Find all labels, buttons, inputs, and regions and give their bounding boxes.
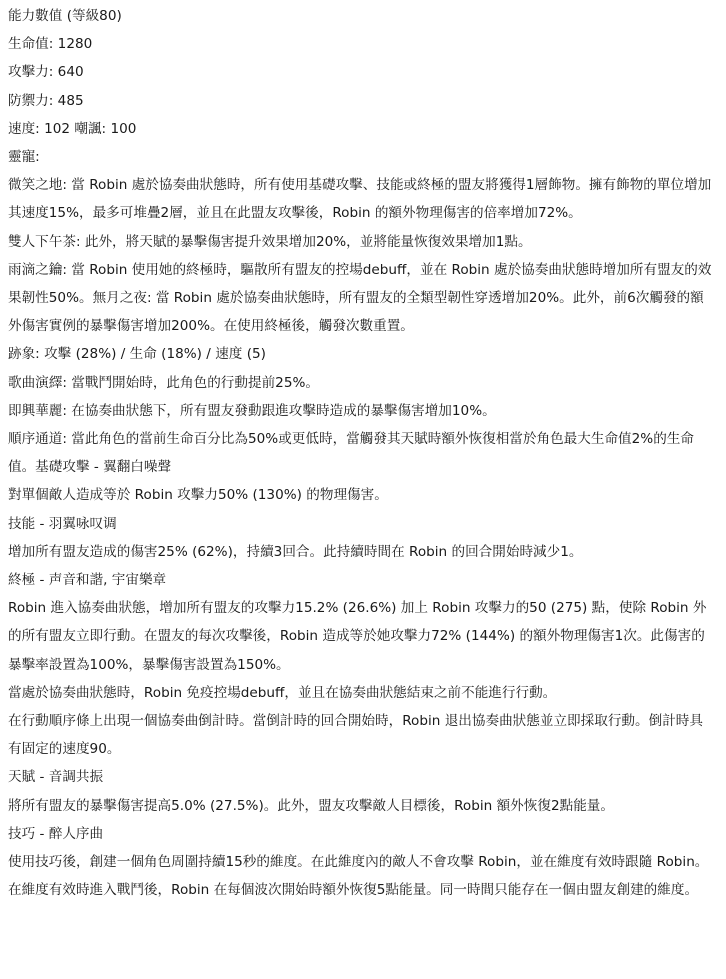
stat-attack: 攻擊力: 640 [8,64,84,81]
technique-desc: 使用技巧後，創建一個角色周圍持續15秒的維度。在此維度內的敵人不會攻擊 Robin，並在維度有效時跟隨 Robin。在維度有效時進入戰鬥後，Robin 在每個波次開始時額外恢復5點能量。同一時間只能存在一個由盟友創建的維度。 [8,854,709,899]
trace-1: 歌曲演繹: 當戰鬥開始時，此角色的行動提前25%。 [8,374,319,391]
basic-attack-desc: 對單個敵人造成等於 Robin 攻擊力50% (130%) 的物理傷害。 [8,487,388,504]
eidolon-1: 微笑之地: 當 Robin 處於協奏曲狀態時，所有使用基礎攻擊、技能或終極的盟友將獲得1層飾物。擁有飾物的單位增加其速度15%，最多可堆疊2層，並且在此盟友攻擊後，Robin 的額外物理傷害的倍率增加72%。 [8,177,712,222]
eidolon-2: 雙人下午茶: 此外，將天賦的暴擊傷害提升效果增加20%，並將能量恢復效果增加1點。 [8,233,532,250]
ultimate-desc-3: 在行動順序條上出現一個協奏曲倒計時。當倒計時的回合開始時，Robin 退出協奏曲狀態並立即採取行動。倒計時具有固定的速度90。 [8,713,703,758]
talent-heading: 天賦 - 音調共振 [8,769,104,786]
stat-defense: 防禦力: 485 [8,92,84,109]
skill-heading: 技能 - 羽翼咏叹调 [8,515,117,532]
ultimate-heading: 終極 - 声音和諧, 宇宙樂章 [8,572,167,589]
stat-speed-taunt: 速度: 102 嘲諷: 100 [8,120,137,137]
eidolon-3-4: 雨滴之鑰: 當 Robin 使用她的終極時，驅散所有盟友的控場debuff，並在 Robin 處於協奏曲狀態時增加所有盟友的效果韌性50%。無月之夜: 當 Robin 處於協奏曲狀態時，所有盟友的全類型韌性穿透增加20%。此外，前6次觸發的額外傷害實例的暴擊傷害增加200%。在使用終極後，觸發次數重置。 [8,261,712,335]
stats-heading: 能力數值 (等級80) [8,8,122,24]
eidolons-heading: 靈寵: [8,149,40,166]
trace-2: 即興華麗: 在協奏曲狀態下，所有盟友發動跟進攻擊時造成的暴擊傷害增加10%。 [8,402,496,419]
ultimate-desc-1: Robin 進入協奏曲狀態，增加所有盟友的攻擊力15.2% (26.6%) 加上 Robin 攻擊力的50 (275) 點，使除 Robin 外的所有盟友立即行動。在盟友的每次攻擊後，Robin 造成等於她攻擊力72% (144%) 的額外物理傷害1次。此傷害的暴擊率設置為100%，暴擊傷害設置為150%。 [8,600,707,673]
ultimate-desc-2: 當處於協奏曲狀態時，Robin 免疫控場debuff，並且在協奏曲狀態結束之前不能進行行動。 [8,684,557,701]
traces-heading: 跡象: 攻擊 (28%) / 生命 (18%) / 速度 (5) [8,346,266,363]
stat-hp: 生命值: 1280 [8,36,93,53]
technique-heading: 技巧 - 醉人序曲 [8,825,104,842]
skill-desc: 增加所有盟友造成的傷害25% (62%)，持續3回合。此持續時間在 Robin 的回合開始時減少1。 [8,543,583,560]
talent-desc: 將所有盟友的暴擊傷害提高5.0% (27.5%)。此外，盟友攻擊敵人目標後，Robin 額外恢復2點能量。 [8,797,614,814]
trace-3: 順序通道: 當此角色的當前生命百分比為50%或更低時，當觸發其天賦時額外恢復相當於角色最大生命值2%的生命值。基礎攻擊 - 翼翻白噪聲 [8,431,694,476]
